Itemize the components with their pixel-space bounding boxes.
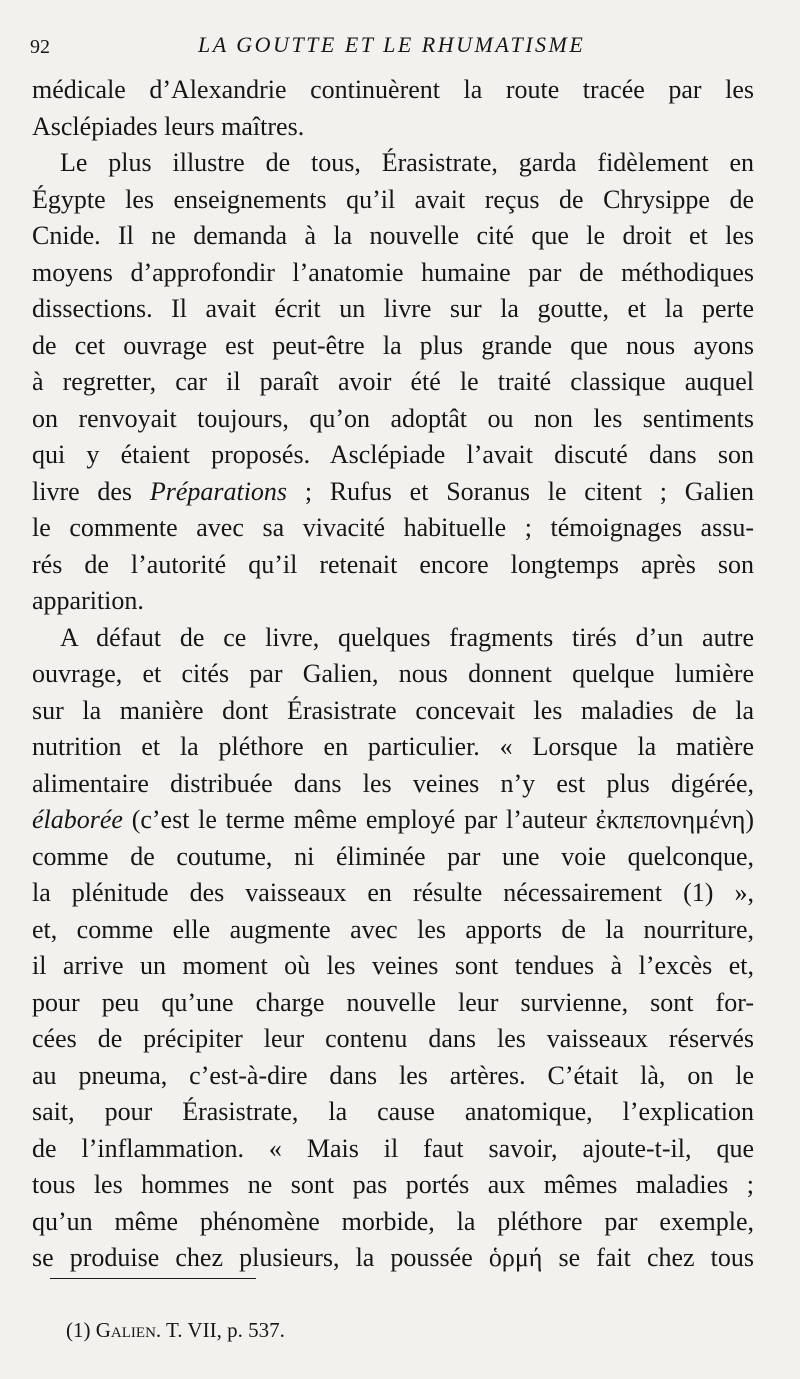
text-line: dissections. Il avait écrit un livre sur la goutte, et la perte — [32, 294, 754, 323]
text-line: moyens d’approfondir l’anatomie humaine par de méthodiques — [32, 257, 754, 287]
page-header — [30, 32, 770, 66]
text-line: il arrive un moment où les veines sont tendues à l’excès et, — [32, 951, 754, 980]
text-fragment: se produise chez plusieurs, la poussée — [32, 1243, 473, 1272]
text-line: qu’un même phénomène morbide, la pléthore par exemple, — [32, 1206, 754, 1236]
text-line: médicale d’Alexandrie continuèrent la route tracée par les — [32, 75, 754, 104]
footnote — [66, 1318, 285, 1343]
text-line: sait, pour Érasistrate, la cause anatomique, l’explication — [32, 1097, 754, 1126]
footnote-reference: . T. VII, p. 537. — [155, 1318, 285, 1342]
text-line: à regretter, car il paraît avoir été le traité classique auquel — [32, 367, 754, 396]
text-line: Cnide. Il ne demanda à la nouvelle cité que le droit et les — [32, 221, 754, 250]
text-line: rés de l’autorité qu’il retenait encore longtemps après son — [32, 549, 754, 579]
greek-term: ἐκπεπονημένη) — [595, 805, 755, 834]
text-line: au pneuma, c’est-à-dire dans les artères. C’était là, on le — [32, 1060, 754, 1090]
footnote-author: Galien — [95, 1318, 156, 1342]
italic-title: Préparations — [149, 476, 288, 506]
text-line: qui y étaient proposés. Asclépiade l’avait discuté dans son — [32, 440, 754, 469]
text-line: apparition. — [32, 586, 144, 615]
text-line: comme de coutume, ni éliminée par une voie quelconque, — [32, 841, 754, 871]
text-line: le commente avec sa vivacité habituelle ; témoignages assu- — [32, 513, 754, 542]
page-number: 92 — [30, 36, 50, 58]
text-line — [32, 802, 754, 839]
text-line: A défaut de ce livre, quelques fragments tirés d’un autre — [60, 622, 754, 652]
text-line: cées de précipiter leur contenu dans les vaisseaux réservés — [32, 1024, 754, 1053]
text-line: Égypte les enseignements qu’il avait reçus de Chrysippe de — [32, 184, 754, 214]
text-line: ouvrage, et cités par Galien, nous donnent quelque lumière — [32, 659, 754, 688]
text-fragment: se fait chez tous — [558, 1243, 754, 1272]
text-line: pour peu qu’une charge nouvelle leur survienne, sont for- — [32, 987, 754, 1017]
text-line: la plénitude des vaisseaux en résulte nécessairement (1) », — [32, 878, 754, 907]
footnote-rule — [50, 1278, 256, 1279]
text-line — [32, 474, 754, 511]
text-line: de cet ouvrage est peut-être la plus grande que nous ayons — [32, 330, 754, 360]
footnote-marker: (1) — [66, 1318, 91, 1342]
body-text — [32, 72, 754, 1277]
text-line: sur la manière dont Érasistrate concevait les maladies de la — [32, 695, 754, 725]
text-line — [32, 1240, 754, 1277]
text-fragment: ; Rufus et Soranus le citent ; Galien — [304, 476, 755, 506]
running-title: LA GOUTTE ET LE RHUMATISME — [198, 32, 586, 57]
text-line: de l’inflammation. « Mais il faut savoir, ajoute-t-il, que — [32, 1133, 754, 1163]
italic-term: élaborée — [32, 805, 123, 834]
text-line: tous les hommes ne sont pas portés aux mêmes maladies ; — [32, 1170, 754, 1199]
text-line: nutrition et la pléthore en particulier. « Lorsque la matière — [32, 732, 754, 761]
text-line: alimentaire distribuée dans les veines n’y est plus digérée, — [32, 768, 754, 798]
text-line: Le plus illustre de tous, Érasistrate, garda fidèlement en — [60, 148, 754, 177]
text-fragment: (c’est le terme même employé par l’auteur — [131, 805, 587, 834]
text-line: Asclépiades leurs maîtres. — [32, 111, 305, 141]
greek-term: ὁρμή — [488, 1243, 543, 1272]
text-line: on renvoyait toujours, qu’on adoptât ou non les sentiments — [32, 403, 754, 433]
text-fragment: livre des — [32, 476, 133, 506]
text-line: et, comme elle augmente avec les apports de la nourriture, — [32, 914, 754, 944]
